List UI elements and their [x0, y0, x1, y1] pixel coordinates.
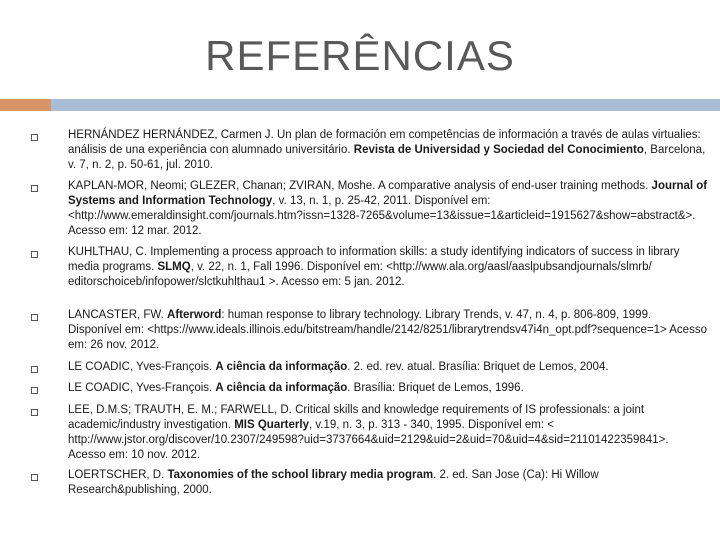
reference-source: A ciência da informação	[215, 361, 348, 373]
reference-text: , v. 22, n. 1, Fall 1996. Disponível em: <http://www.ala.org/aasl/aaslpubsandjournals/slmrb/ editorschoiceb/infopower/slctkuhlthau1 >. Acesso em: 5 jan. 2012.	[68, 261, 652, 288]
reference-text: , Barcelona, v. 7, n. 2, p. 50-61, jul. 2010.	[68, 144, 706, 171]
list-item	[68, 403, 708, 463]
reference-source: MIS Quarterly	[234, 419, 309, 431]
reference-text: , v.19, n. 3, p. 313 - 340, 1995. Disponível em: < http://www.jstor.org/discover/10.2307/249598?uid=3737664&uid=2129&uid=2&uid=70&uid=4&sid=21101422359841>. Acesso em: 10 nov. 2012.	[68, 419, 669, 461]
reference-source: A ciência da informação	[215, 382, 348, 394]
page-title: REFERÊNCIAS	[205, 32, 515, 79]
reference-source: Afterword	[167, 309, 222, 321]
list-item	[68, 468, 708, 498]
bullet-icon	[31, 314, 38, 321]
list-item	[68, 128, 708, 173]
reference-source: Revista de Universidad y Sociedad del Conocimiento	[353, 144, 644, 156]
list-item	[68, 245, 708, 290]
reference-text: . 2. ed. San Jose (Ca): Hi Willow Research&publishing, 2000.	[68, 469, 599, 496]
list-item	[68, 308, 708, 353]
list-item	[68, 381, 708, 396]
reference-text: KUHLTHAU, C. Implementing a process approach to information skills: a study identifying indicators of success in library media programs.	[68, 246, 680, 273]
bullet-icon	[31, 251, 38, 258]
reference-text: HERNÁNDEZ HERNÁNDEZ, Carmen J. Un plan de formación em competências de información a través de aulas virtualies: análisis de una experiência con alumnado universitário.	[68, 129, 701, 156]
bullet-icon	[31, 474, 38, 481]
reference-text: . 2. ed. rev. atual. Brasília: Briquet de Lemos, 2004.	[347, 361, 609, 373]
list-item	[68, 360, 708, 375]
bullet-icon	[31, 387, 38, 394]
reference-text: LANCASTER, FW.	[68, 309, 168, 321]
list-item	[68, 179, 708, 239]
reference-source: Taxonomies of the school library media program	[167, 469, 434, 481]
reference-text: LE COADIC, Yves-François.	[68, 361, 216, 373]
reference-text: : human response to library technology. Library Trends, v. 47, n. 4, p. 806-809, 1999. Disponível em: <https://www.ideals.illinois.edu/bitstream/handle/2142/8251/librarytrendsv47i4n_opt.pdf?sequence=1> Acesso em: 26 nov. 2012.	[68, 309, 707, 351]
reference-text: LE COADIC, Yves-François.	[68, 382, 216, 394]
reference-text: . Brasília: Briquet de Lemos, 1996.	[347, 382, 524, 394]
reference-text: , v. 13, n. 1, p. 25-42, 2011. Disponível em: <http://www.emeraldinsight.com/journals.htm?issn=1328-7265&volume=13&issue=1&articleid=1915627&show=abstract&>. Acesso em: 12 mar. 2012.	[68, 195, 696, 237]
bullet-icon	[31, 185, 38, 192]
reference-text: KAPLAN-MOR, Neomi; GLEZER, Chanan; ZVIRAN, Moshe. A comparative analysis of end-user training methods.	[68, 180, 652, 192]
bullet-icon	[31, 134, 38, 141]
bullet-icon	[31, 409, 38, 416]
reference-text: LEE, D.M.S; TRAUTH, E. M.; FARWELL, D. Critical skills and knowledge requirements of IS professionals: a joint academic/industry investigation.	[68, 404, 645, 431]
reference-source: SLMQ	[157, 261, 191, 273]
reference-source: Journal of Systems and Information Technology	[68, 180, 708, 207]
bullet-icon	[31, 366, 38, 373]
reference-text: LOERTSCHER, D.	[68, 469, 168, 481]
